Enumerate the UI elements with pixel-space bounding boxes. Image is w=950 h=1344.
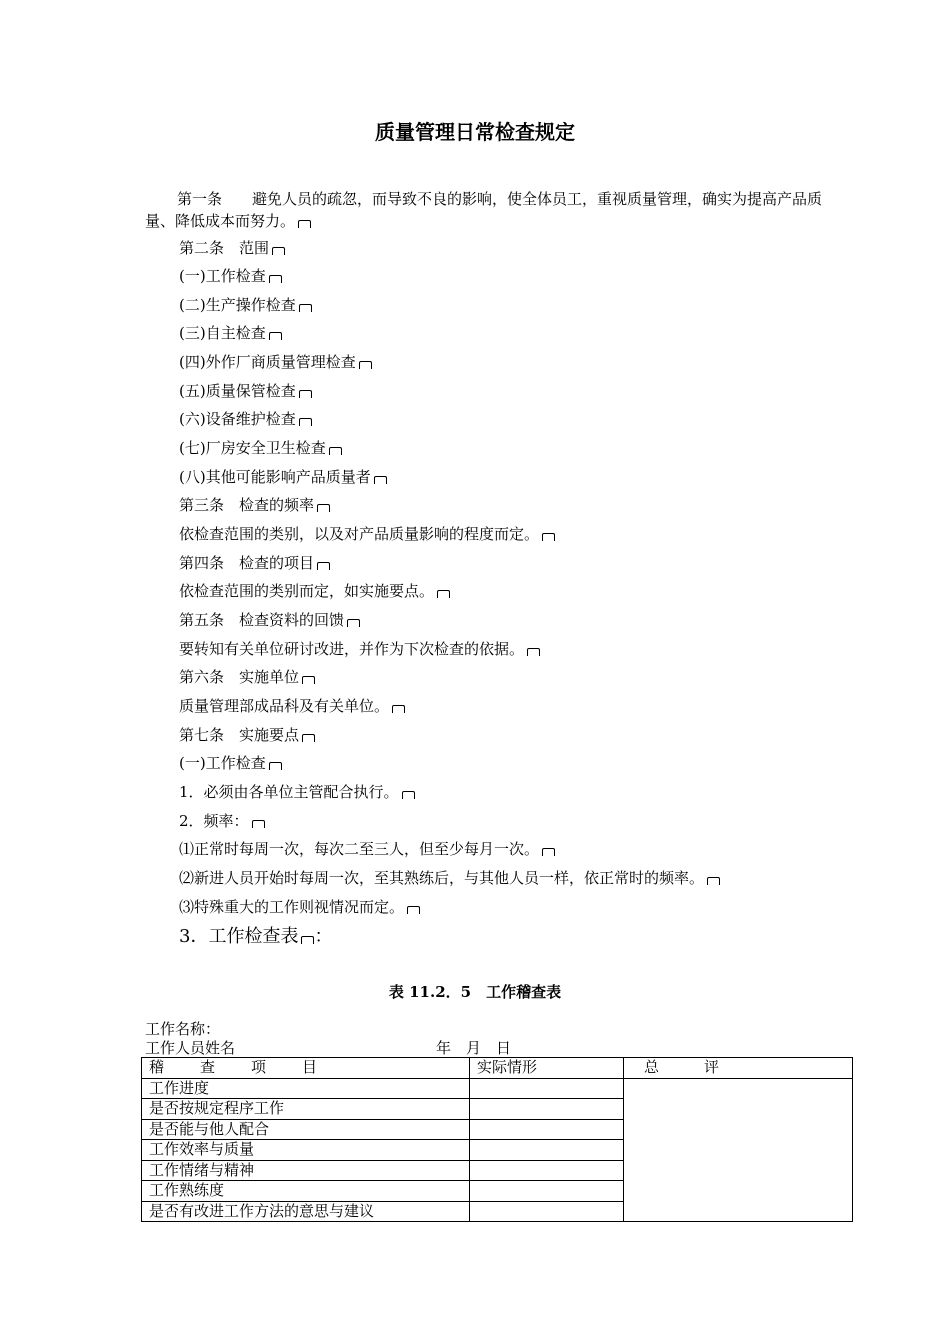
text-line: (四)外作厂商质量管理检查 bbox=[179, 352, 372, 372]
paragraph-mark-icon bbox=[707, 877, 720, 885]
paragraph-mark-icon bbox=[347, 619, 360, 627]
paragraph-mark-icon bbox=[252, 820, 265, 828]
table-intro: 3．工作检查表 ： bbox=[179, 926, 333, 947]
work-name-label: 工作名称： bbox=[145, 1020, 221, 1038]
paragraph-mark-icon bbox=[298, 220, 311, 228]
text-line: ⑶特殊重大的工作则视情况而定。 bbox=[179, 897, 420, 917]
header-overall-evaluation: 总 评 bbox=[624, 1058, 853, 1079]
text-line: 第六条 实施单位 bbox=[179, 667, 315, 687]
page-title: 质量管理日常检查规定 bbox=[375, 120, 575, 144]
text-line: 第三条 检查的频率 bbox=[179, 495, 330, 515]
inspection-table bbox=[141, 1057, 853, 1222]
text-line: (一)工作检查 bbox=[179, 753, 282, 773]
row-item: 工作进度 bbox=[142, 1078, 470, 1099]
row-item: 是否按规定程序工作 bbox=[142, 1099, 470, 1120]
header-actual-situation: 实际情形 bbox=[470, 1058, 624, 1079]
text-line: (一)工作检查 bbox=[179, 266, 282, 286]
text-line: 依检查范围的类别而定，如实施要点。 bbox=[179, 581, 450, 601]
text-line: (七)厂房安全卫生检查 bbox=[179, 438, 342, 458]
paragraph-mark-icon bbox=[272, 247, 285, 255]
paragraph-mark-icon bbox=[299, 304, 312, 312]
text-line: 第二条 范围 bbox=[179, 238, 285, 258]
date-label: 年 月 日 bbox=[436, 1039, 512, 1057]
table-caption: 表 11.2．5 工作稽查表 bbox=[388, 983, 562, 1001]
row-item: 工作熟练度 bbox=[142, 1181, 470, 1202]
text-line: 1．必须由各单位主管配合执行。 bbox=[179, 782, 415, 802]
text-line: 2．频率： bbox=[179, 811, 265, 831]
paragraph-mark-icon bbox=[317, 562, 330, 570]
paragraph-mark-icon bbox=[407, 906, 420, 914]
text-line: ⑴正常时每周一次，每次二至三人，但至少每月一次。 bbox=[179, 839, 555, 859]
row-actual-cell[interactable] bbox=[470, 1201, 624, 1222]
paragraph-mark-icon bbox=[299, 418, 312, 426]
text-line: (三)自主检查 bbox=[179, 323, 282, 343]
row-actual-cell[interactable] bbox=[470, 1181, 624, 1202]
text-line: (六)设备维护检查 bbox=[179, 409, 312, 429]
row-actual-cell[interactable] bbox=[470, 1160, 624, 1181]
paragraph-mark-icon bbox=[542, 533, 555, 541]
text-line: (二)生产操作检查 bbox=[179, 295, 312, 315]
paragraph-mark-icon bbox=[374, 476, 387, 484]
paragraph-mark-icon bbox=[329, 447, 342, 455]
paragraph-mark-icon bbox=[302, 676, 315, 684]
text-line: 第七条 实施要点 bbox=[179, 725, 315, 745]
table-row bbox=[142, 1078, 853, 1099]
row-actual-cell[interactable] bbox=[470, 1140, 624, 1161]
article-1-label: 第一条 bbox=[177, 190, 223, 208]
row-actual-cell[interactable] bbox=[470, 1078, 624, 1099]
paragraph-mark-icon bbox=[301, 936, 314, 944]
paragraph-mark-icon bbox=[269, 762, 282, 770]
paragraph-mark-icon bbox=[299, 390, 312, 398]
table-header-row bbox=[142, 1058, 853, 1079]
paragraph-mark-icon bbox=[359, 361, 372, 369]
row-item: 工作效率与质量 bbox=[142, 1140, 470, 1161]
overall-evaluation-cell[interactable] bbox=[624, 1078, 853, 1222]
paragraph-mark-icon bbox=[392, 705, 405, 713]
paragraph-mark-icon bbox=[302, 734, 315, 742]
text-line: ⑵新进人员开始时每周一次，至其熟练后，与其他人员一样，依正常时的频率。 bbox=[179, 868, 720, 888]
row-item: 工作情绪与精神 bbox=[142, 1160, 470, 1181]
row-item: 是否有改进工作方法的意思与建议 bbox=[142, 1201, 470, 1222]
paragraph-mark-icon bbox=[269, 275, 282, 283]
text-line: (五)质量保管检查 bbox=[179, 381, 312, 401]
paragraph-mark-icon bbox=[317, 504, 330, 512]
text-line: (八)其他可能影响产品质量者 bbox=[179, 467, 387, 487]
header-inspection-item: 稽 查 项 目 bbox=[142, 1058, 470, 1079]
paragraph-mark-icon bbox=[527, 648, 540, 656]
paragraph-mark-icon bbox=[402, 791, 415, 799]
text-line: 质量管理部成品科及有关单位。 bbox=[179, 696, 405, 716]
text-line: 依检查范围的类别，以及对产品质量影响的程度而定。 bbox=[179, 524, 555, 544]
paragraph-mark-icon bbox=[542, 848, 555, 856]
paragraph-mark-icon bbox=[269, 332, 282, 340]
row-actual-cell[interactable] bbox=[470, 1119, 624, 1140]
row-actual-cell[interactable] bbox=[470, 1099, 624, 1120]
row-item: 是否能与他人配合 bbox=[142, 1119, 470, 1140]
article-1-text: 避免人员的疏忽，而导致不良的影响，使全体员工，重视质量管理，确实为提高产品质量、降低成本而努力。 bbox=[145, 190, 823, 230]
text-line: 第五条 检查资料的回馈 bbox=[179, 610, 360, 630]
article-1 bbox=[145, 188, 825, 232]
paragraph-mark-icon bbox=[437, 590, 450, 598]
text-line: 要转知有关单位研讨改进，并作为下次检查的依据。 bbox=[179, 639, 540, 659]
text-line: 第四条 检查的项目 bbox=[179, 553, 330, 573]
worker-name-label: 工作人员姓名 bbox=[145, 1039, 236, 1057]
